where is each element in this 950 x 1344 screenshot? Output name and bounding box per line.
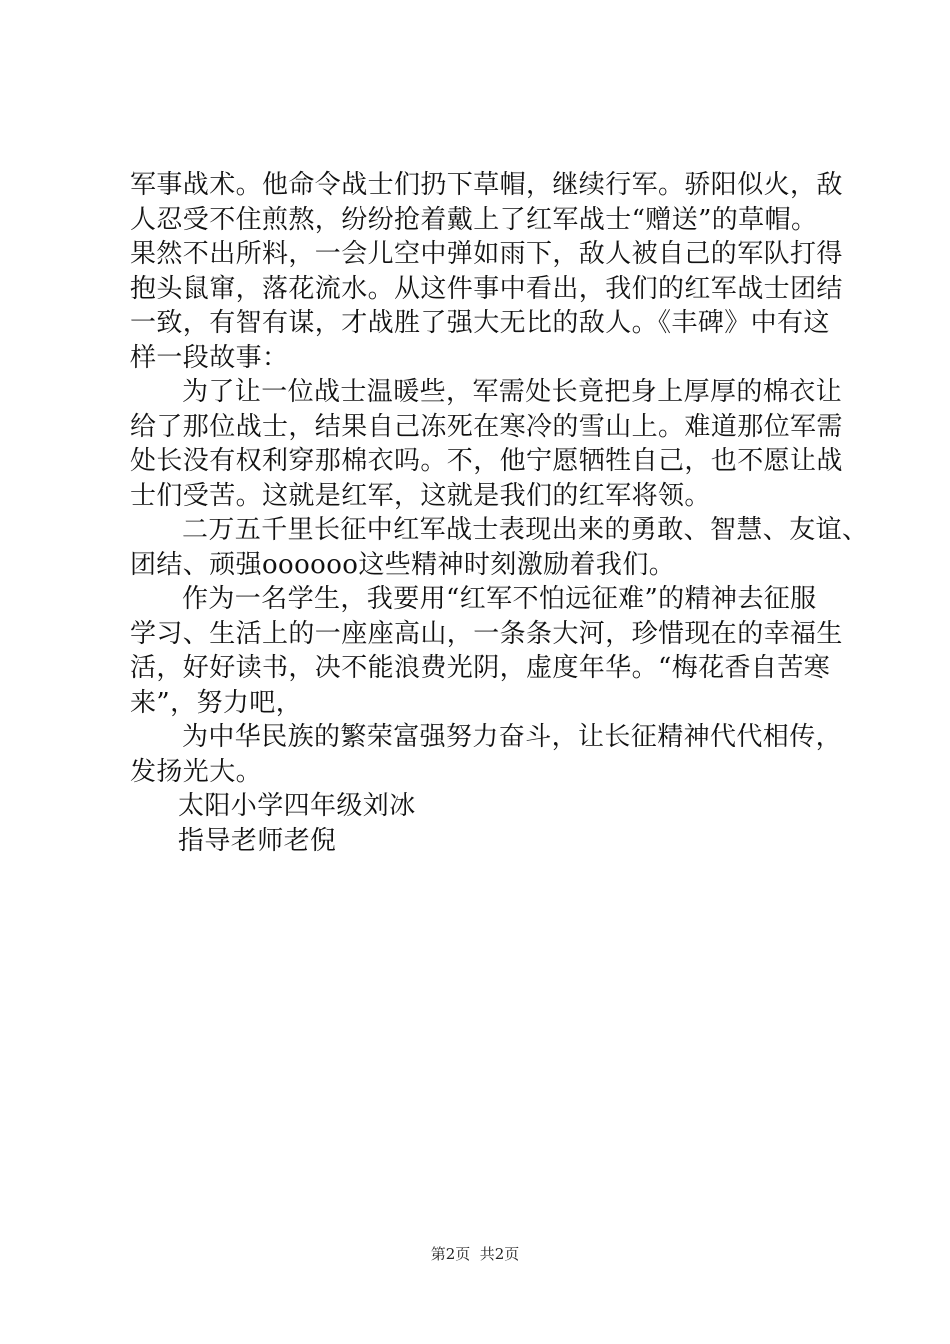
text-line-3: 果然不出所料，一会儿空中弹如雨下，敌人被自己的军队打得 bbox=[130, 239, 843, 269]
text-line-14: 学习、生活上的一座座高山，一条条大河，珍惜现在的幸福生 bbox=[130, 618, 843, 649]
text-line-18: 发扬光大。 bbox=[130, 756, 263, 787]
page-number-label: 第2页 共2页 bbox=[430, 1245, 520, 1263]
text-line-11: 二万五千里长征中红军战士表现出来的勇敢、智慧、友谊、 bbox=[182, 515, 869, 545]
text-line-8: 给了那位战士，结果自己冻死在寒冷的雪山上。难道那位军需 bbox=[130, 411, 843, 442]
page-footer bbox=[0, 1245, 950, 1263]
signature-teacher: 指导老师老倪 bbox=[178, 825, 337, 856]
text-line-5: 一致，有智有谋，才战胜了强大无比的敌人。《丰碑》中有这 bbox=[130, 308, 830, 338]
text-line-2: 人忍受不住煎熬，纷纷抢着戴上了红军战士“赠送”的草帽。 bbox=[130, 204, 818, 235]
text-line-16: 来”，努力吧， bbox=[130, 687, 303, 718]
text-line-10: 士们受苦。这就是红军，这就是我们的红军将领。 bbox=[130, 480, 711, 511]
text-line-9: 处长没有权利穿那棉衣吗。不，他宁愿牺牲自己，也不愿让战 bbox=[130, 446, 843, 476]
signature-school: 太阳小学四年级刘冰 bbox=[178, 791, 416, 821]
text-line-17: 为中华民族的繁荣富强努力奋斗，让长征精神代代相传， bbox=[182, 722, 843, 752]
text-line-7: 为了让一位战士温暖些，军需处长竟把身上厚厚的棉衣让 bbox=[182, 377, 843, 407]
text-line-6: 样一段故事： bbox=[130, 342, 289, 373]
essay-body bbox=[130, 168, 869, 858]
text-line-4: 抱头鼠窜，落花流水。从这件事中看出，我们的红军战士团结 bbox=[130, 273, 843, 304]
text-line-13: 作为一名学生，我要用“红军不怕远征难”的精神去征服 bbox=[182, 584, 817, 614]
text-line-12: 团结、顽强oooooo这些精神时刻激励着我们。 bbox=[130, 549, 676, 580]
text-line-1: 军事战术。他命令战士们扔下草帽，继续行军。骄阳似火，敌 bbox=[130, 170, 843, 200]
text-line-15: 活，好好读书，决不能浪费光阴，虚度年华。“梅花香自苦寒 bbox=[130, 653, 831, 683]
